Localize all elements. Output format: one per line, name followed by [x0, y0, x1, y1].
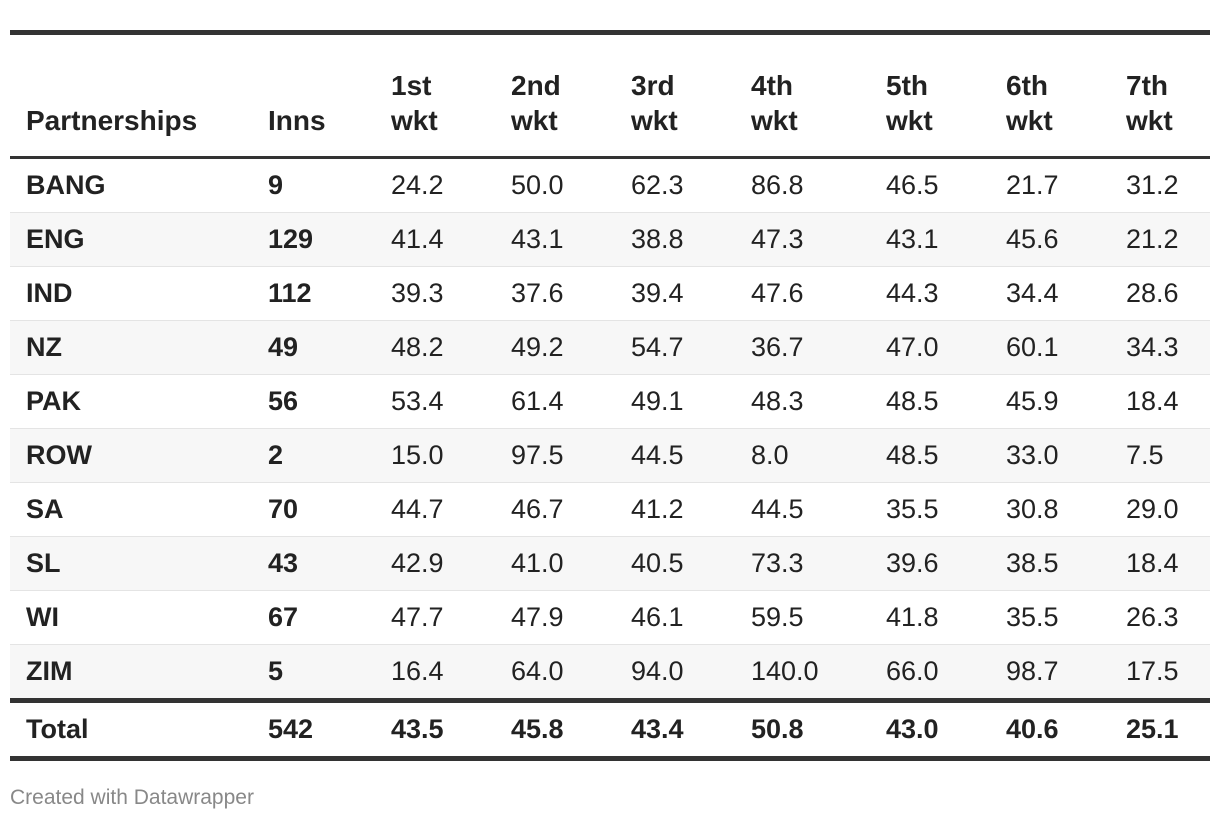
table-row [10, 645, 1210, 701]
wkt-4-cell: 8.0 [735, 429, 870, 483]
table-footer [10, 701, 1210, 759]
total-wkt-3: 43.4 [631, 714, 684, 744]
wkt-7-cell: 31.2 [1110, 158, 1210, 213]
wkt-6-cell: 34.4 [990, 267, 1110, 321]
wkt-2-cell: 37.6 [495, 267, 615, 321]
header-wkt-7-top: 7th [1126, 70, 1168, 101]
wkt-5-cell: 48.5 [870, 429, 990, 483]
wkt-4-cell: 47.6 [735, 267, 870, 321]
total-wkt-7: 25.1 [1126, 714, 1179, 744]
wkt-5-cell: 47.0 [870, 321, 990, 375]
wkt-5-cell: 41.8 [870, 591, 990, 645]
header-row [10, 33, 1210, 158]
wkt-7-cell: 26.3 [1110, 591, 1210, 645]
header-wkt-2-top: 2nd [511, 70, 561, 101]
team-cell: ENG [10, 213, 252, 267]
wkt-4-cell: 73.3 [735, 537, 870, 591]
header-wkt-5-bottom: wkt [886, 105, 933, 136]
wkt-1-cell: 39.3 [375, 267, 495, 321]
inns-cell: 67 [252, 591, 375, 645]
table-row [10, 375, 1210, 429]
inns-cell: 129 [252, 213, 375, 267]
inns-cell: 112 [252, 267, 375, 321]
wkt-4-cell: 36.7 [735, 321, 870, 375]
header-wkt-2[interactable] [495, 33, 615, 158]
wkt-7-cell: 21.2 [1110, 213, 1210, 267]
wkt-1-cell: 48.2 [375, 321, 495, 375]
inns-cell: 5 [252, 645, 375, 701]
wkt-6-cell: 60.1 [990, 321, 1110, 375]
wkt-5-cell: 46.5 [870, 158, 990, 213]
wkt-1-cell: 41.4 [375, 213, 495, 267]
wkt-6-cell: 35.5 [990, 591, 1110, 645]
team-cell: SA [10, 483, 252, 537]
wkt-3-cell: 49.1 [615, 375, 735, 429]
wkt-3-cell: 40.5 [615, 537, 735, 591]
wkt-2-cell: 61.4 [495, 375, 615, 429]
wkt-7-cell: 17.5 [1110, 645, 1210, 701]
wkt-3-cell: 39.4 [615, 267, 735, 321]
total-inns: 542 [268, 714, 314, 744]
wkt-6-cell: 45.9 [990, 375, 1110, 429]
wkt-1-cell: 44.7 [375, 483, 495, 537]
wkt-2-cell: 50.0 [495, 158, 615, 213]
header-wkt-3[interactable] [615, 33, 735, 158]
header-wkt-1-top: 1st [391, 70, 432, 101]
wkt-7-cell: 18.4 [1110, 537, 1210, 591]
team-cell: ZIM [10, 645, 252, 701]
table-row [10, 483, 1210, 537]
wkt-6-cell: 21.7 [990, 158, 1110, 213]
team-cell: ROW [10, 429, 252, 483]
wkt-2-cell: 43.1 [495, 213, 615, 267]
header-wkt-5-top: 5th [886, 70, 928, 101]
inns-cell: 43 [252, 537, 375, 591]
header-inns[interactable]: Inns [268, 105, 326, 136]
table-row [10, 267, 1210, 321]
table-row [10, 213, 1210, 267]
total-wkt-1: 43.5 [391, 714, 444, 744]
wkt-5-cell: 43.1 [870, 213, 990, 267]
total-wkt-4: 50.8 [751, 714, 804, 744]
partnerships-table [10, 30, 1210, 761]
inns-cell: 9 [252, 158, 375, 213]
wkt-3-cell: 94.0 [615, 645, 735, 701]
partnerships-table-container [10, 30, 1210, 761]
wkt-3-cell: 38.8 [615, 213, 735, 267]
header-wkt-6-bottom: wkt [1006, 105, 1053, 136]
total-wkt-6: 40.6 [1006, 714, 1059, 744]
total-wkt-2: 45.8 [511, 714, 564, 744]
wkt-5-cell: 44.3 [870, 267, 990, 321]
wkt-3-cell: 44.5 [615, 429, 735, 483]
table-row [10, 591, 1210, 645]
header-team[interactable]: Partnerships [26, 105, 198, 136]
wkt-1-cell: 24.2 [375, 158, 495, 213]
wkt-7-cell: 28.6 [1110, 267, 1210, 321]
wkt-6-cell: 98.7 [990, 645, 1110, 701]
wkt-2-cell: 97.5 [495, 429, 615, 483]
wkt-3-cell: 62.3 [615, 158, 735, 213]
header-wkt-3-top: 3rd [631, 70, 675, 101]
wkt-4-cell: 47.3 [735, 213, 870, 267]
header-wkt-2-bottom: wkt [511, 105, 558, 136]
team-cell: NZ [10, 321, 252, 375]
header-wkt-4-bottom: wkt [751, 105, 798, 136]
header-wkt-4-top: 4th [751, 70, 793, 101]
inns-cell: 49 [252, 321, 375, 375]
inns-cell: 70 [252, 483, 375, 537]
total-wkt-5: 43.0 [886, 714, 939, 744]
table-header [10, 33, 1210, 158]
wkt-2-cell: 47.9 [495, 591, 615, 645]
wkt-1-cell: 53.4 [375, 375, 495, 429]
wkt-6-cell: 45.6 [990, 213, 1110, 267]
team-cell: BANG [10, 158, 252, 213]
header-wkt-3-bottom: wkt [631, 105, 678, 136]
wkt-5-cell: 39.6 [870, 537, 990, 591]
wkt-7-cell: 18.4 [1110, 375, 1210, 429]
datawrapper-credit[interactable]: Created with Datawrapper [10, 786, 254, 809]
table-body [10, 158, 1210, 701]
wkt-1-cell: 15.0 [375, 429, 495, 483]
header-wkt-6-top: 6th [1006, 70, 1048, 101]
wkt-4-cell: 59.5 [735, 591, 870, 645]
wkt-7-cell: 7.5 [1110, 429, 1210, 483]
header-wkt-7-bottom: wkt [1126, 105, 1173, 136]
wkt-4-cell: 86.8 [735, 158, 870, 213]
header-wkt-7[interactable] [1110, 33, 1210, 158]
total-label: Total [26, 714, 89, 744]
wkt-2-cell: 41.0 [495, 537, 615, 591]
wkt-3-cell: 54.7 [615, 321, 735, 375]
wkt-2-cell: 49.2 [495, 321, 615, 375]
team-cell: SL [10, 537, 252, 591]
wkt-1-cell: 16.4 [375, 645, 495, 701]
wkt-1-cell: 42.9 [375, 537, 495, 591]
wkt-7-cell: 29.0 [1110, 483, 1210, 537]
wkt-2-cell: 46.7 [495, 483, 615, 537]
wkt-6-cell: 30.8 [990, 483, 1110, 537]
table-row [10, 158, 1210, 213]
table-row [10, 321, 1210, 375]
team-cell: WI [10, 591, 252, 645]
table-row [10, 537, 1210, 591]
total-row [10, 701, 1210, 759]
wkt-7-cell: 34.3 [1110, 321, 1210, 375]
header-wkt-5[interactable] [870, 33, 990, 158]
wkt-4-cell: 44.5 [735, 483, 870, 537]
team-cell: IND [10, 267, 252, 321]
wkt-3-cell: 41.2 [615, 483, 735, 537]
wkt-5-cell: 35.5 [870, 483, 990, 537]
table-row [10, 429, 1210, 483]
wkt-4-cell: 48.3 [735, 375, 870, 429]
header-wkt-1[interactable] [375, 33, 495, 158]
inns-cell: 2 [252, 429, 375, 483]
header-wkt-1-bottom: wkt [391, 105, 438, 136]
wkt-6-cell: 38.5 [990, 537, 1110, 591]
wkt-3-cell: 46.1 [615, 591, 735, 645]
inns-cell: 56 [252, 375, 375, 429]
wkt-5-cell: 66.0 [870, 645, 990, 701]
header-wkt-6[interactable] [990, 33, 1110, 158]
wkt-6-cell: 33.0 [990, 429, 1110, 483]
team-cell: PAK [10, 375, 252, 429]
header-wkt-4[interactable] [735, 33, 870, 158]
wkt-1-cell: 47.7 [375, 591, 495, 645]
wkt-5-cell: 48.5 [870, 375, 990, 429]
wkt-4-cell: 140.0 [735, 645, 870, 701]
wkt-2-cell: 64.0 [495, 645, 615, 701]
